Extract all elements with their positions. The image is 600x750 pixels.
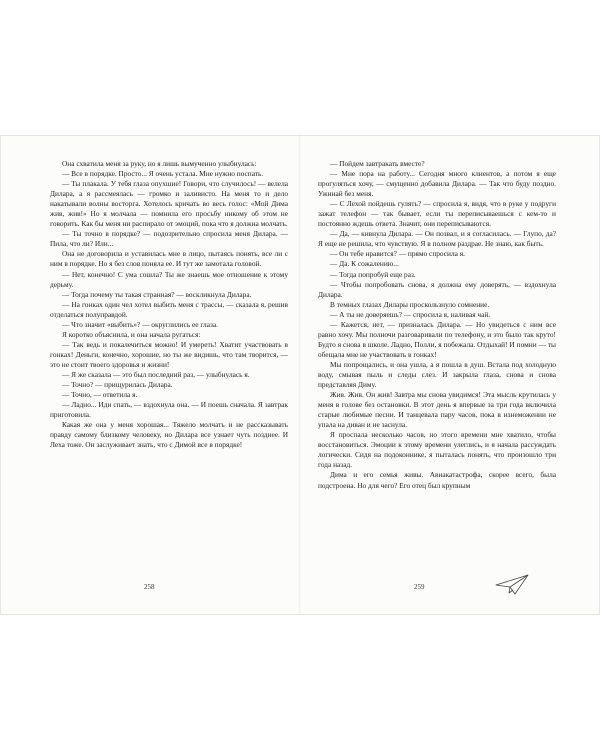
paragraph: — Нет, конечно! С ума сошла? Ты же знаешь мое отношение к этому дерьму. xyxy=(50,269,288,289)
paragraph: Я коротко объяснила, и она начала ругаться: xyxy=(62,329,201,339)
paragraph: Она схватила меня за руку, но я лишь вымученно улыбнулась: xyxy=(62,159,257,168)
paragraph: — С Лехой пойдешь гулять? — спросила я, видя, что в руке у подруги зажат телефон — так бывает, если ты переписываешься с кем-то и постоянно ждешь ответа. Значит, они переписываются. xyxy=(318,199,556,229)
paragraph: Дима и его семья живы. Авиакатастрофа, скорее всего, была подстроена. Но для чего? Его отец был крупным xyxy=(318,470,556,490)
paragraph: — А ты не доверяешь? — спросила я, наливая чай. xyxy=(330,309,491,319)
paragraph: — Ладно... Иди спать, — вздохнула она. — И поешь сначала. Я завтрак приготовила. xyxy=(50,400,288,420)
paragraph: — Да. К сожалению... xyxy=(330,259,399,269)
paragraph: — Тогда попробуй еще раз. xyxy=(330,269,416,279)
paragraph: — Я же сказала — это был последний раз, — улыбнулась я. xyxy=(62,369,250,379)
paragraph: — На гонках один чел хотел выбить меня с трассы, — сказала я, решив отделаться полуправдой. xyxy=(50,299,288,319)
paragraph: — Так ведь и покалечиться можно! И умереть! Хватит участвовать в гонках! Деньги, конечно, хорошие, но ты же видишь, что там творится, — это не стоит твоего здоровья и жизни! xyxy=(50,339,288,369)
paragraph: Какая же она у меня хорошая... Тяжело молчать и не рассказывать правду самому близкому человеку, но Дилара все узнает чуть позднее. И Леха тоже. Он заслуживает знать, что с Димой все в порядке! xyxy=(50,420,288,450)
paragraph: — Тогда почему ты такая странная? — воскликнула Дилара. xyxy=(62,289,252,299)
paragraph: — Он тебе нравится? — прямо спросила я. xyxy=(330,249,465,259)
paper-plane-icon xyxy=(495,573,529,595)
right-page xyxy=(318,159,556,491)
paragraph: В темных глазах Дилары проскользнуло сомнение. xyxy=(330,299,490,309)
paragraph: — Ты точно в порядке? — подозрительно спросила меня Дилара. — Пила, что ли? Или... xyxy=(50,229,288,249)
paragraph: — Ты плакала. У тебя глаза опухшие! Говори, что случилось! — велела Дилара, а я рассмеялась — громко и заливисто. На меня то и дело накатывали волны восторга. Хотелось кричать во весь голос: «Мой Дима жив, жив!» Но я молчала — помнила его просьбу никому об этом не говорить. Как бы меня ни распирало от эмоций, пока что я должна молчать. xyxy=(50,179,288,229)
paragraph: — Да, — кивнула Дилара. — Он позвал, и я согласилась. — Глупо, да? Я еще не решила, что чувствую. Я в полном раздрае. Не знаю, как быть. xyxy=(318,229,556,249)
paragraph: — Что значит «выбить»? — округлились ее глаза. xyxy=(62,319,218,329)
left-page xyxy=(50,159,288,450)
paragraph: — Точно, — ответила я. xyxy=(62,390,138,400)
paragraph: Я проспала несколько часов, но этого времени мне хватило, чтобы восстановиться. Эмоции к этому времени улеглись, и я начала рассуждать логически. Сидя на подоконнике, я пыталась понять, что произошло три года назад. xyxy=(318,430,556,470)
page-number-left: 258 xyxy=(144,583,155,591)
paragraph: — Мне пора на работу... Сегодня много клиентов, а потом я еще прогуляться хочу, — смущенно добавила Дилара. — Так что буду поздно. Ужинай без меня. xyxy=(318,169,556,199)
paragraph: — Точно? — прищурилась Дилара. xyxy=(62,380,173,390)
paragraph: — Пойдем завтракать вместе? xyxy=(330,159,425,168)
paragraph: Мы попрощались, и она ушла, а я пошла в душ. Встала под холодную воду, смывая пыль и следы слез. И закрыла глаза, снова и снова представляя Диму. xyxy=(318,359,556,390)
page-number-right: 259 xyxy=(414,583,425,591)
book-spread xyxy=(0,135,600,615)
paragraph: Она не договорила и уставилась мне в лицо, пытаясь понять, все ли с ним в порядке. Но я без слов поняла ее. И тут же замотала головой. xyxy=(50,249,288,269)
paragraph: — Чтобы попробовать снова, я должна ему доверять, — вздохнула Дилара. xyxy=(318,279,556,299)
paragraph: — Кажется, нет, — призналась Дилара. — Но увидеться с ним все равно хочу. Мы полночи разговаривали по телефону, и это было так круто! Будто я снова в школе. Ладно, Полли, я побежала. Отдыхай! И помни — ты обещала мне не участвовать в гонках! xyxy=(318,319,556,359)
paragraph: Жив. Жив. Он жив! Завтра мы снова увидимся! Эта мысль крутилась у меня в голове без остановки. В этот день я впервые за три года включила старые любимые песни. И танцевала пару часов, пока в изнеможении не упала на диван и не заснула. xyxy=(318,390,556,430)
paragraph: — Все в порядке. Просто... Я очень устала. Мне нужно поспать. xyxy=(62,169,264,179)
